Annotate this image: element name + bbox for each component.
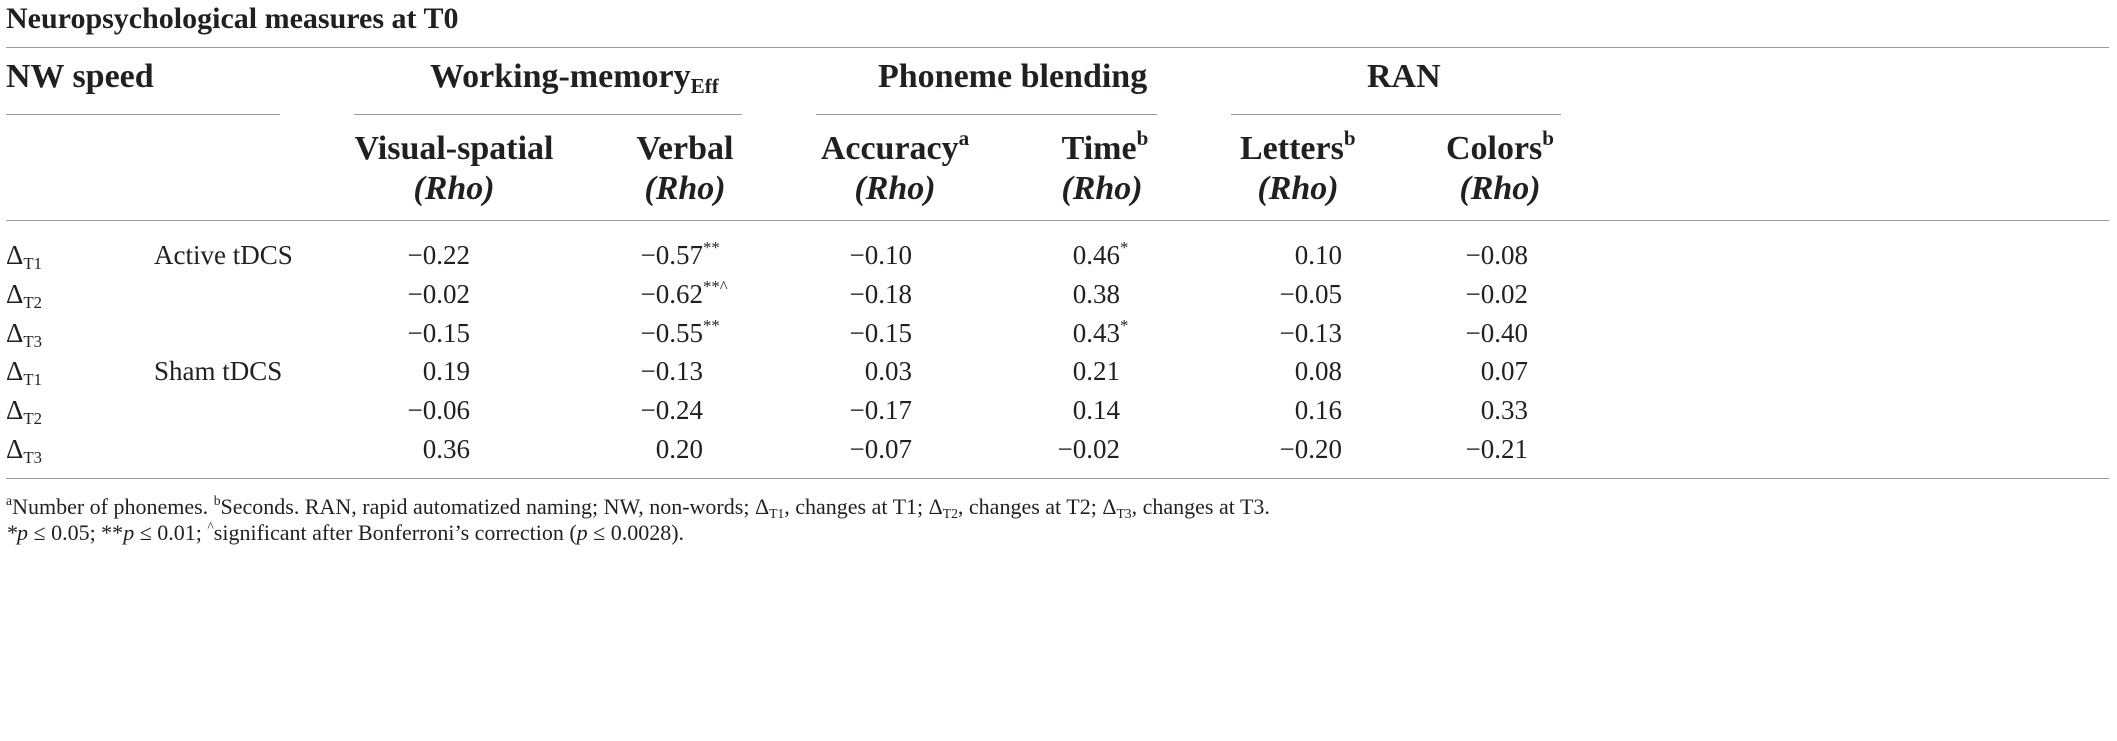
row-delta (6, 434, 42, 468)
row-delta-sub: T2 (23, 409, 42, 429)
rule-bottom (6, 478, 2109, 479)
footnote-2-t2: ≤ 0.01; (134, 520, 208, 545)
row-delta (6, 356, 42, 390)
rule-ran (1231, 114, 1561, 115)
cell-accuracy: −0.15 (849, 318, 912, 348)
cell-visual-spatial: −0.06 (407, 395, 470, 425)
footnote-1-sup-b: b (213, 493, 221, 509)
footnote-1-d1: Δ (754, 494, 770, 519)
footnote-2-t4: ≤ 0.0028). (587, 520, 685, 545)
cell-significance: ** (703, 316, 720, 336)
cell-time (1073, 240, 1129, 271)
cell-verbal (641, 318, 720, 349)
header-phoneme-blending: Phoneme blending (878, 58, 1148, 95)
footnote-2-caret: ^ (207, 519, 214, 535)
cell-significance: * (1120, 316, 1129, 336)
row-delta (6, 240, 42, 274)
rule-header-bottom (6, 220, 2109, 221)
cell-visual-spatial: −0.22 (407, 240, 470, 270)
footnote-1-d3-sub: T3 (1116, 506, 1132, 522)
footnote-1-d2-text: , changes at T2; (957, 494, 1103, 519)
cell-significance: * (1120, 238, 1129, 258)
row-delta-symbol: Δ (6, 356, 24, 386)
row-delta (6, 395, 42, 429)
rule-phoneme-blending (816, 114, 1157, 115)
rule-working-memory (354, 114, 742, 115)
cell-significance: **^ (703, 277, 728, 297)
group-active-tdcs: Active tDCS (154, 240, 293, 270)
row-delta (6, 318, 42, 352)
cell-letters: 0.16 (1294, 395, 1342, 425)
footnote-1-d3: Δ (1102, 494, 1117, 519)
cell-letters: −0.20 (1279, 434, 1342, 464)
footnote-1-b: Seconds. RAN, rapid automatized naming; NW, non-words; (220, 494, 755, 519)
row-delta-symbol: Δ (6, 318, 24, 348)
subheader-visual-spatial: Visual-spatial (354, 130, 554, 167)
cell-verbal: 0.20 (655, 434, 703, 464)
rho-visual-spatial: (Rho) (413, 170, 495, 207)
cell-visual-spatial: −0.15 (407, 318, 470, 348)
table-title: Neuropsychological measures at T0 (6, 2, 459, 35)
cell-verbal: −0.24 (640, 395, 703, 425)
header-working-memory-label: Working-memory (430, 58, 691, 95)
subheader-accuracy (820, 126, 970, 168)
footnote-2-t3: significant after Bonferroni’s correction ( (213, 520, 577, 545)
rule-top (6, 47, 2109, 48)
cell-value: −0.57 (640, 240, 703, 270)
cell-letters: 0.10 (1294, 240, 1342, 270)
cell-significance: ** (703, 238, 720, 258)
row-delta-sub: T1 (23, 370, 42, 390)
cell-verbal: −0.13 (640, 356, 703, 386)
row-delta-symbol: Δ (6, 395, 24, 425)
footnote-2 (6, 520, 684, 546)
footnote-1-d1-sub: T1 (769, 506, 785, 522)
row-delta-sub: T1 (23, 254, 42, 274)
subheader-letters-sup: b (1343, 126, 1356, 151)
cell-verbal (641, 240, 720, 271)
cell-colors: 0.33 (1480, 395, 1528, 425)
subheader-time-label: Time (1061, 130, 1137, 167)
cell-time (1073, 318, 1129, 349)
cell-time: 0.14 (1072, 395, 1120, 425)
rho-colors: (Rho) (1459, 170, 1541, 207)
cell-time: 0.21 (1072, 356, 1120, 386)
subheader-accuracy-sup: a (958, 126, 970, 151)
footnote-1-d1-text: , changes at T1; (784, 494, 929, 519)
rho-time: (Rho) (1061, 170, 1143, 207)
subheader-time-sup: b (1136, 126, 1149, 151)
row-delta-symbol: Δ (6, 434, 24, 464)
cell-value: −0.62 (640, 279, 703, 309)
cell-colors: −0.08 (1465, 240, 1528, 270)
row-delta-sub: T3 (23, 448, 42, 468)
cell-time: −0.02 (1057, 434, 1120, 464)
footnote-1-d2-sub: T2 (942, 506, 958, 522)
row-delta-symbol: Δ (6, 240, 24, 270)
cell-accuracy: −0.10 (849, 240, 912, 270)
cell-accuracy: −0.17 (849, 395, 912, 425)
cell-value: 0.43 (1072, 318, 1120, 348)
subheader-colors-label: Colors (1445, 130, 1543, 167)
header-nw-speed: NW speed (6, 58, 154, 95)
cell-value: −0.55 (640, 318, 703, 348)
cell-verbal (641, 279, 728, 310)
rho-letters: (Rho) (1257, 170, 1339, 207)
subheader-colors-sup: b (1542, 126, 1555, 151)
subheader-letters-label: Letters (1240, 130, 1344, 167)
cell-time: 0.38 (1072, 279, 1120, 309)
rho-accuracy: (Rho) (854, 170, 936, 207)
row-delta-symbol: Δ (6, 279, 24, 309)
footnote-1 (6, 494, 1270, 520)
rule-nw-speed (6, 114, 280, 115)
group-sham-tdcs: Sham tDCS (154, 356, 283, 386)
header-working-memory-sub: Eff (690, 74, 719, 99)
footnote-1-d3-text: , changes at T3. (1131, 494, 1270, 519)
header-working-memory (430, 58, 719, 99)
cell-colors: −0.40 (1465, 318, 1528, 348)
footnote-1-d2: Δ (928, 494, 943, 519)
row-delta (6, 279, 42, 313)
cell-colors: −0.02 (1465, 279, 1528, 309)
subheader-colors (1445, 126, 1555, 168)
cell-accuracy: 0.03 (864, 356, 912, 386)
footnote-1-sup-a: a (6, 493, 13, 509)
subheader-letters (1240, 126, 1356, 168)
cell-letters: 0.08 (1294, 356, 1342, 386)
cell-visual-spatial: −0.02 (407, 279, 470, 309)
row-delta-sub: T3 (23, 332, 42, 352)
cell-colors: −0.21 (1465, 434, 1528, 464)
cell-visual-spatial: 0.36 (422, 434, 470, 464)
row-delta-sub: T2 (23, 293, 42, 313)
cell-colors: 0.07 (1480, 356, 1528, 386)
cell-value: 0.46 (1072, 240, 1120, 270)
header-ran: RAN (1367, 58, 1441, 95)
cell-accuracy: −0.18 (849, 279, 912, 309)
footnote-2-p3: p (576, 520, 588, 545)
cell-letters: −0.13 (1279, 318, 1342, 348)
cell-accuracy: −0.07 (849, 434, 912, 464)
cell-visual-spatial: 0.19 (422, 356, 470, 386)
cell-letters: −0.05 (1279, 279, 1342, 309)
rho-verbal: (Rho) (644, 170, 726, 207)
footnote-2-p2: p (123, 520, 135, 545)
subheader-time (1055, 126, 1155, 168)
footnote-1-a: Number of phonemes. (12, 494, 214, 519)
footnote-2-p1: *p (6, 520, 28, 545)
footnote-2-t1: ≤ 0.05; ** (28, 520, 124, 545)
subheader-accuracy-label: Accuracy (820, 130, 959, 167)
subheader-verbal: Verbal (636, 130, 734, 167)
